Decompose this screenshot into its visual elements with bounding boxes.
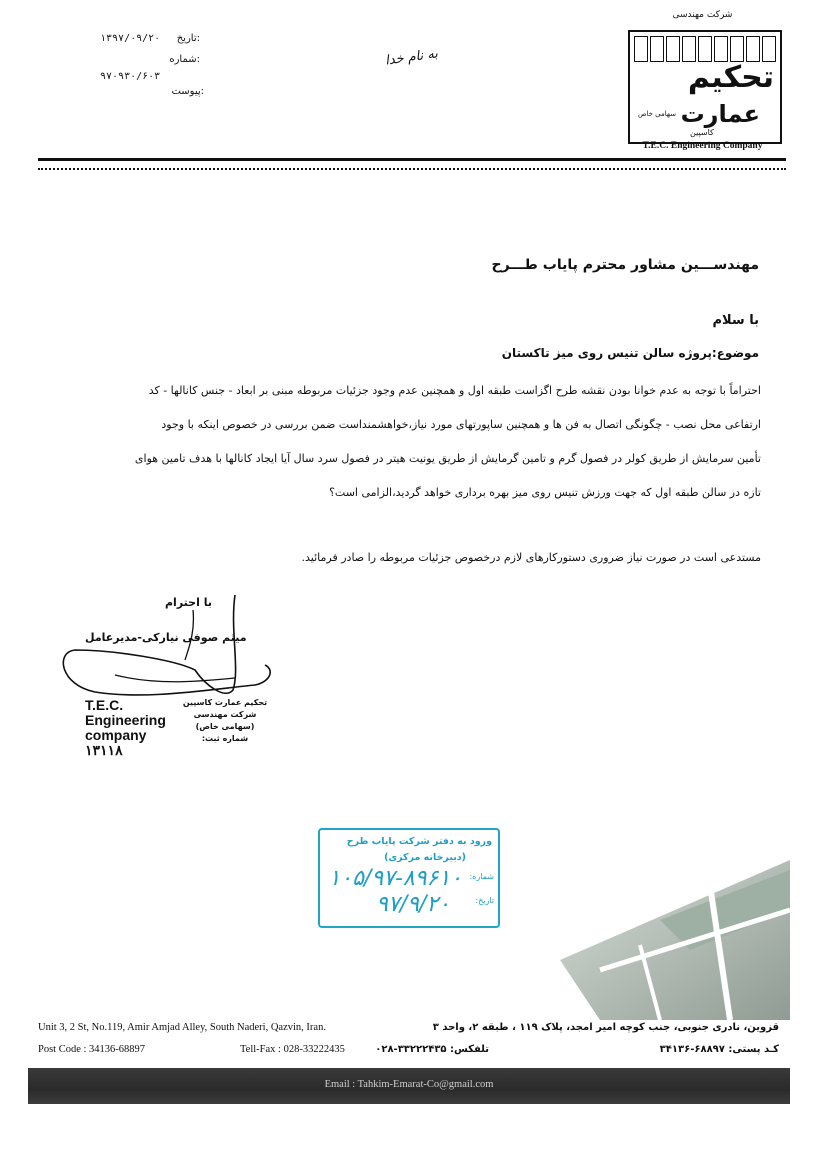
logo-name-1: تحکیم (687, 60, 774, 95)
number-value: ۹۷۰۹۳۰/۶۰۳ (100, 71, 161, 82)
subject-line: موضوع:پروژه سالن تنیس روی میز تاکستان (501, 346, 759, 360)
number-label: شماره: (169, 54, 200, 65)
logo-window-grid (634, 36, 776, 62)
address-english: Unit 3, 2 St, No.119, Amir Amjad Alley, South Naderi, Qazvin, Iran. (38, 1022, 326, 1033)
header-rule (38, 158, 786, 161)
decorative-building-graphic (540, 850, 790, 1020)
telfax-persian: تلفکس: ۳۳۲۲۲۴۳۵-۰۲۸ (375, 1044, 489, 1055)
body-line: ارتفاعی محل نصب - چگونگی اتصال به فن ها و همچنین ساپورتهای مورد نیاز،خواهشمنداست ضمن بررسی در خصوص اینکه با وجود (161, 418, 761, 431)
body-line: تازه در سالن طبقه اول که جهت ورزش تنیس روی میز بهره برداری خواهد گردید،الزامی است؟ (329, 486, 761, 499)
date-label: تاریخ: (176, 33, 200, 44)
salutation: مهندســـین مشاور محترم پایاب طـــرح (491, 257, 759, 273)
signatory-name: میثم صوفی نیارکی-مدیرعامل (85, 631, 247, 644)
company-stamp-english: T.E.C. Engineering company ۱۳۱۱۸ (85, 697, 166, 758)
date-value: ۱۳۹۷/۰۹/۲۰ (100, 33, 161, 44)
logo-box (628, 30, 782, 144)
stamp-number-label: شماره: (469, 872, 494, 881)
logo-english: T.E.C. Engineering Company (642, 141, 763, 151)
body-line: احتراماً با توجه به عدم خوانا بودن نقشه طرح اگزاست طبقه اول و همچنین عدم وجود جزئیات مربوطه مبنی بر ابعاد - جنس کانالها - کد (148, 384, 761, 397)
postcode-persian: کـد پستی: ۶۸۸۹۷-۳۴۱۳۶ (659, 1044, 779, 1055)
address-persian: قزوین، نادری جنوبی، جنب کوچه امیر امجد، پلاک ۱۱۹ ، طبقه ۲، واحد ۳ (432, 1022, 779, 1033)
telfax-english: Tell-Fax : 028-33222435 (240, 1044, 345, 1055)
received-stamp (318, 828, 500, 928)
body-line: تأمین سرمایش از طریق کولر در فصول گرم و تامین گرمایش از طریق یونیت هیتر در فصول سرد سال آیا ایجاد کانالها با هدف تامین هوای (134, 452, 761, 465)
attachment-label: پیوست: (171, 86, 204, 97)
signature-regards: با احترام (165, 596, 212, 609)
basmala: به نام خدا (384, 46, 439, 69)
company-logo (620, 10, 785, 155)
stamp-date-label: تاریخ: (475, 896, 494, 905)
logo-type: سهامی خاص (638, 110, 676, 118)
stamp-line-2: (دبیرخانه مرکزی) (384, 852, 466, 863)
logo-name-2: عمارت (680, 100, 760, 128)
email-address: Email : Tahkim-Emarat-Co@gmail.com (324, 1079, 494, 1090)
logo-top-text: شرکت مهندسی (672, 10, 733, 20)
letter-meta (100, 30, 204, 100)
header-dotted-rule (38, 168, 786, 170)
stamp-line-1: ورود به دفتر شرکت پایاب طرح (346, 836, 492, 847)
postcode-english: Post Code : 34136-68897 (38, 1044, 146, 1055)
letter-body (41, 374, 761, 510)
company-stamp-persian: تحکیم عمارت کاسپین شرکت مهندسی (سهامی خاص) شماره ثبت: (182, 698, 268, 743)
footer-band (28, 1068, 790, 1104)
stamp-number-value: ۱۰۵/۹۷-۸۹۶۱۰ (328, 866, 462, 891)
logo-city: کاسپین (690, 128, 714, 137)
stamp-date-value: ۹۷/۹/۲۰ (376, 892, 450, 917)
request-line: مستدعی است در صورت نیاز ضروری دستورکارهای لازم درخصوص جزئیات مربوطه را صادر فرمائید. (301, 551, 761, 564)
greeting: با سلام (712, 313, 759, 328)
